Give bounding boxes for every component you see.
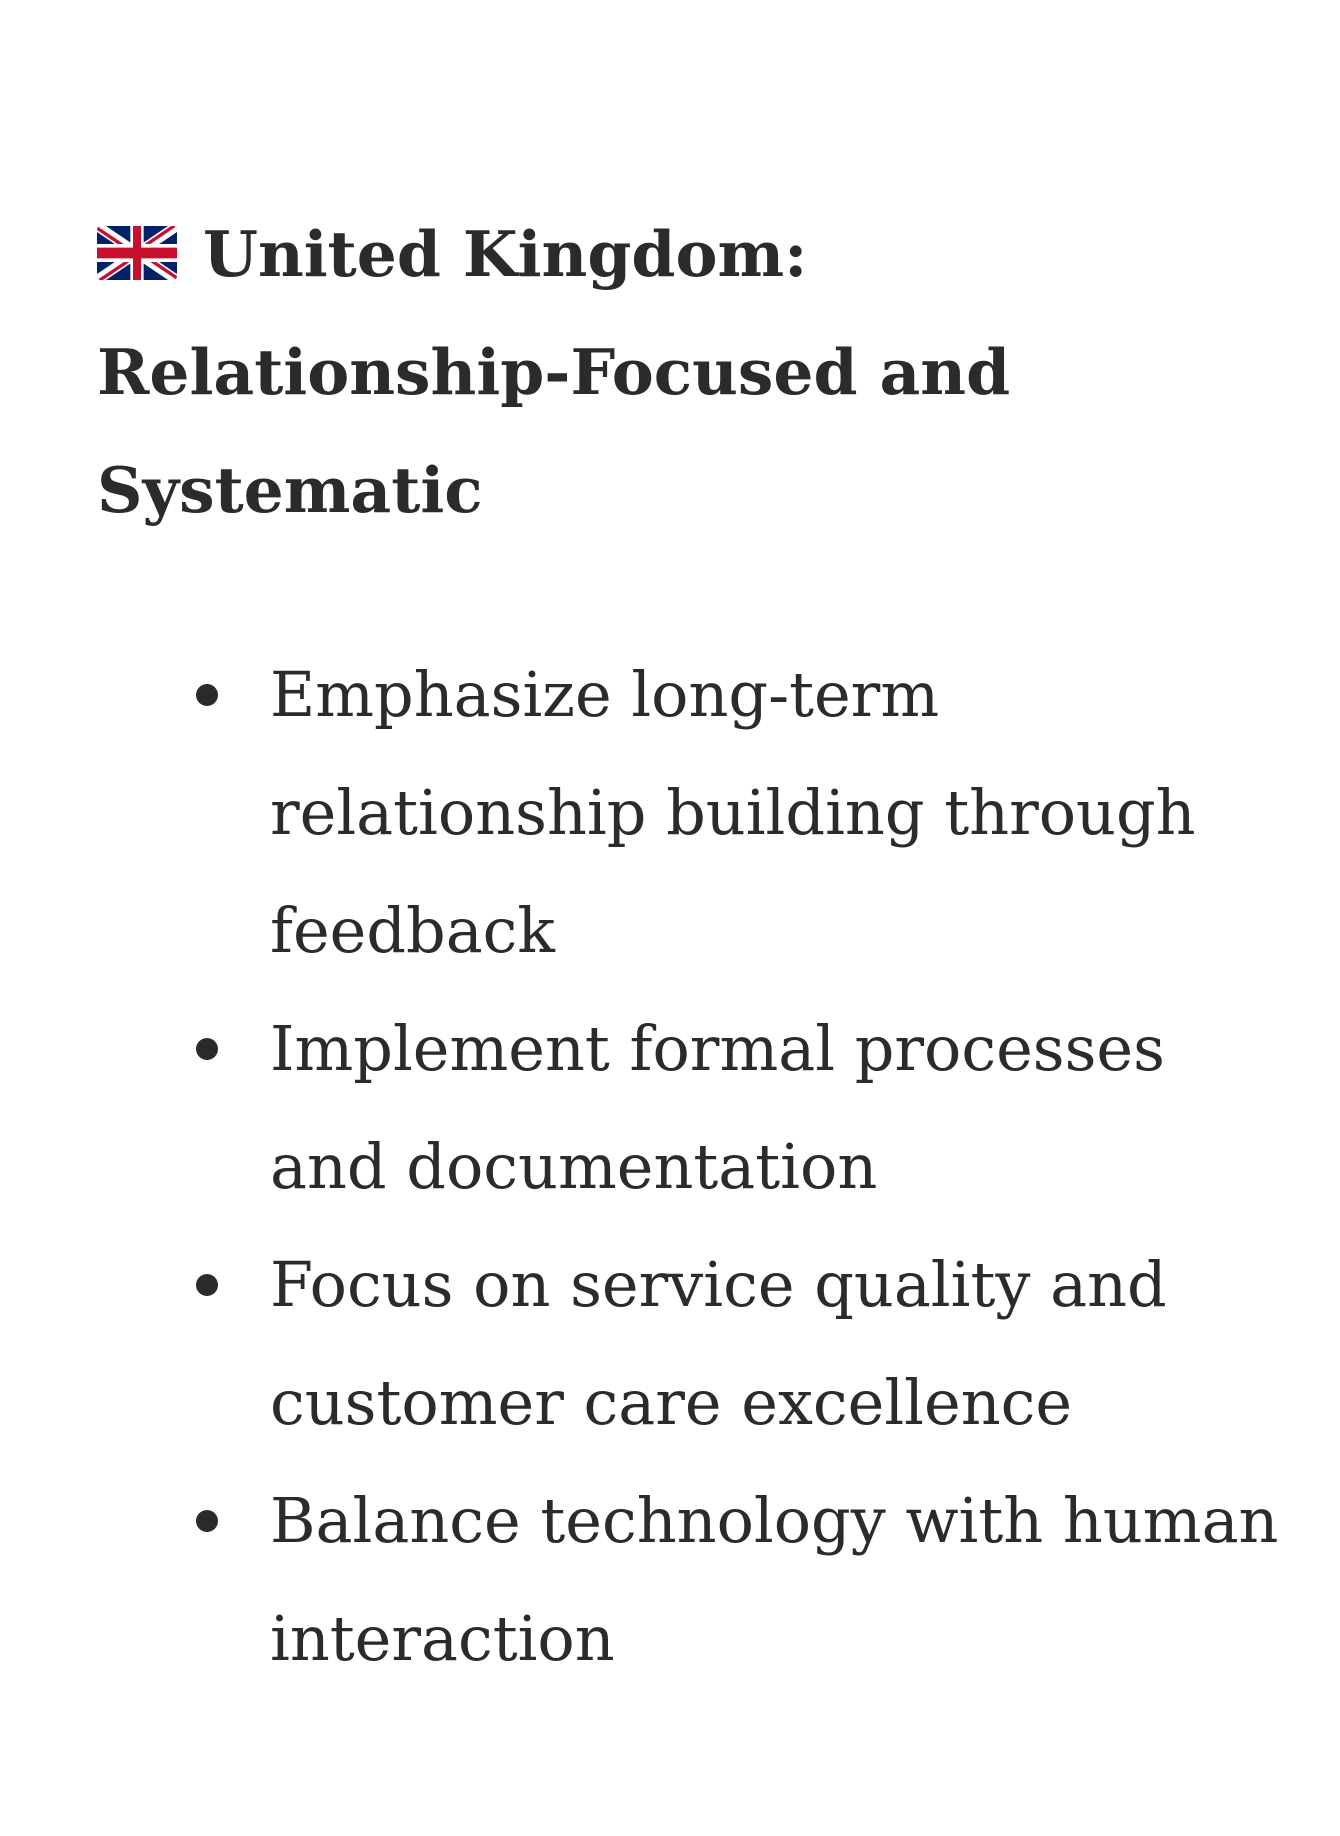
bullet-dot [196,1038,218,1060]
section-heading [97,195,1217,549]
bullet-dot [196,1510,218,1532]
list-item-text: Focus on service quality and customer care excellence [270,1248,1167,1439]
list-item [0,636,1340,990]
list-item-text: Balance technology with human interaction [270,1484,1279,1675]
list-item-text: Emphasize long-term relationship building through feedback [270,658,1196,967]
bullet-dot [196,684,218,706]
list-item [0,990,1340,1226]
uk-flag-icon [97,226,177,280]
bullet-dot [196,1274,218,1296]
list-item [0,1462,1340,1698]
bullet-list [0,636,1340,1698]
section-title: United Kingdom: Relationship-Focused and Systematic [97,217,1011,527]
list-item [0,1226,1340,1462]
list-item-text: Implement formal processes and documentation [270,1012,1165,1203]
